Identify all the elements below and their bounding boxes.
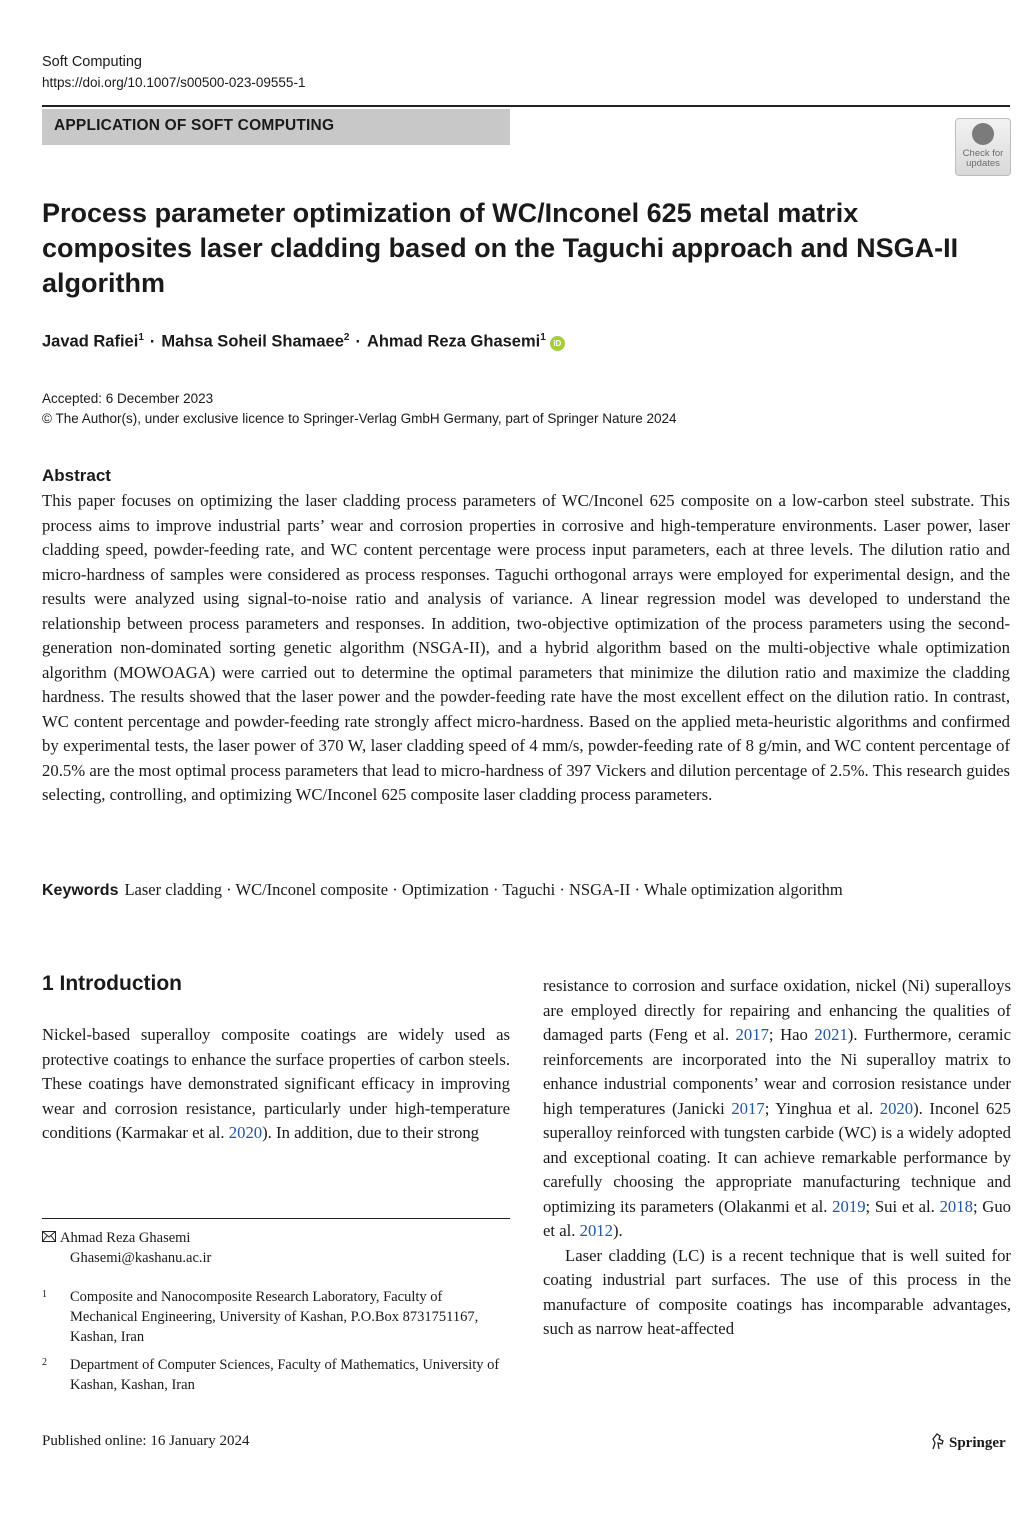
category-label: APPLICATION OF SOFT COMPUTING bbox=[54, 117, 335, 134]
publisher-name: Springer bbox=[949, 1435, 1006, 1451]
citation-link[interactable]: 2019 bbox=[832, 1196, 866, 1216]
citation-link[interactable]: 2017 bbox=[735, 1025, 769, 1044]
author-affiliation-marker: 1 bbox=[138, 332, 144, 343]
affiliation-number: 2 bbox=[42, 1357, 47, 1368]
header-divider bbox=[42, 105, 1010, 107]
accepted-date: Accepted: 6 December 2023 bbox=[42, 391, 214, 406]
corresponding-author-email[interactable]: Ghasemi@kashanu.ac.ir bbox=[70, 1250, 212, 1266]
published-online-date: Published online: 16 January 2024 bbox=[42, 1433, 250, 1449]
affiliation-1 bbox=[42, 1287, 510, 1347]
publisher-logo bbox=[930, 1433, 1006, 1455]
author-name[interactable]: Javad Rafiei bbox=[42, 332, 139, 351]
paragraph: Laser cladding (LC) is a recent technique that is well suited for coating industrial part surfaces. The use of this process in the manufacture of composite coatings has incomparable advantages, such as narrow heat-affected bbox=[543, 1245, 1011, 1338]
bookmark-icon bbox=[972, 123, 994, 145]
article-title: Process parameter optimization of WC/Inconel 625 metal matrix composites laser cladding based on the Taguchi approach and NSGA-II algorithm bbox=[42, 198, 959, 298]
citation-link[interactable]: 2021 bbox=[814, 1025, 848, 1044]
left-column bbox=[42, 1023, 510, 1146]
citation-link[interactable]: 2012 bbox=[579, 1221, 613, 1240]
keywords-label: Keywords bbox=[42, 882, 119, 899]
copyright-notice: © The Author(s), under exclusive licence to Springer-Verlag GmbH Germany, part of Springer Nature 2024 bbox=[42, 411, 677, 426]
author-name[interactable]: Mahsa Soheil Shamaee bbox=[161, 332, 344, 351]
doi-link[interactable]: https://doi.org/10.1007/s00500-023-09555-1 bbox=[42, 75, 306, 90]
corresponding-author bbox=[42, 1228, 510, 1268]
horse-icon bbox=[930, 1433, 946, 1455]
author-name[interactable]: Ahmad Reza Ghasemi bbox=[366, 332, 541, 351]
abstract-heading: Abstract bbox=[42, 466, 111, 485]
citation-link[interactable]: 2020 bbox=[228, 1123, 263, 1142]
corresponding-author-name: Ahmad Reza Ghasemi bbox=[60, 1230, 191, 1246]
author-affiliation-marker: 1 bbox=[540, 332, 546, 343]
affiliation-text: Department of Computer Sciences, Faculty of Mathematics, University of Kashan, Kashan, Iran bbox=[70, 1357, 500, 1393]
keywords-line bbox=[42, 880, 843, 900]
keywords-list: Laser cladding · WC/Inconel composite · Optimization · Taguchi · NSGA-II · Whale optimization algorithm bbox=[124, 880, 843, 899]
journal-name: Soft Computing bbox=[42, 54, 142, 70]
author-list bbox=[42, 332, 565, 352]
separator: · bbox=[149, 332, 156, 351]
author-affiliation-marker: 2 bbox=[343, 332, 350, 343]
category-banner bbox=[42, 109, 510, 145]
affiliation-2 bbox=[42, 1355, 510, 1395]
affiliation-number: 1 bbox=[42, 1289, 47, 1300]
footnote-divider bbox=[42, 1218, 510, 1219]
envelope-icon bbox=[42, 1228, 60, 1248]
paragraph: resistance to corrosion and surface oxidation, nickel (Ni) superalloys are employed directly for repairing and enhancing the qualities of damaged parts (Feng et al. 2017; Hao 2021). Furthermore, ceramic reinforcements are incorporated into the Ni superalloy matrix to enhance industrial components’ wear and corrosion resistance under high temperatures (Janicki 2017; Yinghua et al. 2020). Inconel 625 superalloy reinforced with tungsten carbide (WC) is a widely adopted and exceptional coating. It can achieve remarkable performance by carefully choosing the appropriate manufacturing technique and optimizing its parameters (Olakanmi et al. 2019; Sui et al. 2018; Guo et al. 2012). bbox=[543, 976, 1012, 1240]
abstract-body: This paper focuses on optimizing the laser cladding process parameters of WC/Inconel 625 composite on a low-carbon steel substrate. This process aims to improve industrial parts’ wear and corrosion properties in corrosive and high-temperature environments. Laser power, laser cladding speed, powder-feeding rate, and WC content percentage were process input parameters, each at three levels. The dilution ratio and micro-hardness of samples were considered as process responses. Taguchi orthogonal arrays were employed for experimental design, and the results were analyzed using signal-to-noise ratio and analysis of variance. A linear regression model was developed to understand the relationship between process parameters and responses. In addition, two-objective optimization of the process parameters using the second-generation non-dominated sorting genetic algorithm (NSGA-II), and a hybrid algorithm based on the multi-objective whale optimization algorithm (MOWOAGA) were carried out to determine the optimal parameters that minimize the dilution ratio and maximize the cladding hardness. The results showed that the laser power and the powder-feeding rate have the most excellent effect on the dilution ratio. In contrast, WC content percentage and powder-feeding rate strongly affect micro-hardness. Based on the applied meta-heuristic algorithms and confirmed by experimental tests, the laser power of 370 W, laser cladding speed of 4 mm/s, powder-feeding rate of 8 g/min, and WC content percentage of 20.5% are the most optimal process parameters that lead to micro-hardness of 397 Vickers and dilution percentage of 2.5%. This research guides selecting, controlling, and optimizing WC/Inconel 625 composite laser cladding process parameters. bbox=[42, 491, 1010, 804]
paragraph: Nickel-based superalloy composite coatings are widely used as protective coatings to enhance the surface properties of carbon steels. These coatings have demonstrated significant efficacy in improving wear and corrosion resistance, particularly under high-temperature conditions (Karmakar et al. 2020). In addition, due to their strong bbox=[42, 1025, 510, 1142]
orcid-icon[interactable]: iD bbox=[550, 336, 565, 351]
check-for-updates-label: Check for updates bbox=[962, 148, 1004, 169]
right-column bbox=[543, 974, 1011, 1342]
check-for-updates-badge[interactable] bbox=[955, 118, 1011, 176]
affiliation-text: Composite and Nanocomposite Research Laboratory, Faculty of Mechanical Engineering, University of Kashan, P.O.Box 8731751167, Kashan, Iran bbox=[70, 1289, 479, 1345]
citation-link[interactable]: 2018 bbox=[939, 1196, 973, 1216]
separator: · bbox=[355, 332, 361, 351]
citation-link[interactable]: 2020 bbox=[879, 1098, 914, 1118]
citation-link[interactable]: 2017 bbox=[731, 1098, 765, 1118]
section-heading-introduction: 1 Introduction bbox=[42, 972, 182, 995]
